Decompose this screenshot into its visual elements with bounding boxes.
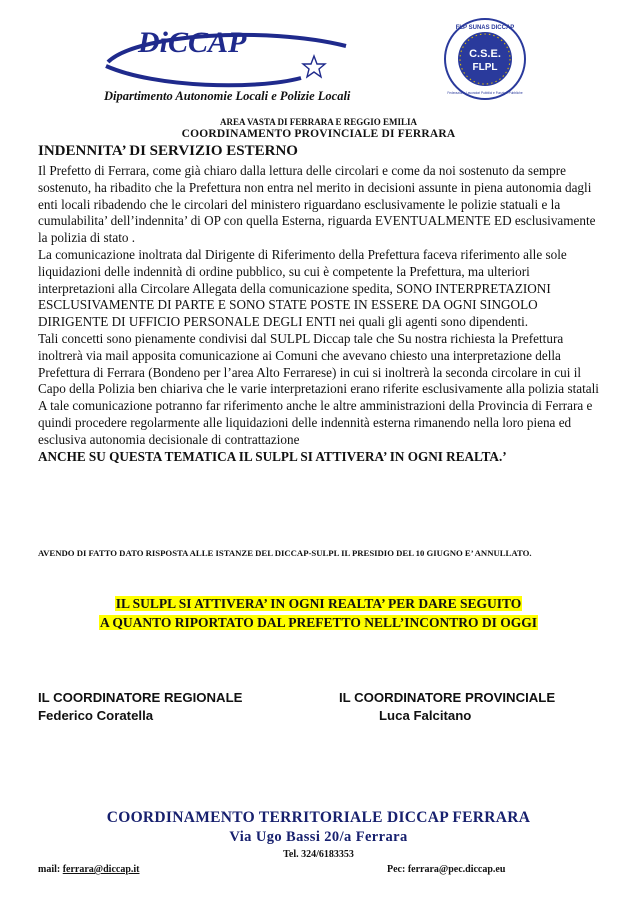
footer-pec bbox=[387, 864, 505, 875]
star-icon bbox=[303, 56, 325, 77]
department-name: Dipartimento Autonomie Locali e Polizie Locali bbox=[104, 89, 351, 103]
provincial-coordinator-role: IL COORDINATORE PROVINCIALE bbox=[339, 690, 556, 705]
seal-center-text-1: C.S.E. bbox=[469, 48, 501, 60]
provincial-coordinator-name: Luca Falcitano bbox=[379, 708, 472, 723]
footer-phone: Tel. 324/6183353 bbox=[283, 849, 354, 860]
cse-flpl-seal bbox=[443, 17, 527, 101]
body-paragraph-4: A tale comunicazione potranno far riferimento anche le altre amministrazioni della Provincia di Ferrara e quindi procedere regolarmente alle liquidazioni delle indennità esterna rimanendo nella loro piena ed esclusiva autonomia decisionale di contrattazione bbox=[38, 398, 593, 447]
footer-address: Via Ugo Bassi 20/a Ferrara bbox=[229, 829, 408, 845]
body-paragraph-1: Il Prefetto di Ferrara, come già chiaro dalla lettura delle circolari e come da noi sostenuto da sempre sostenuto, ha ribadito che la Prefettura non entra nel merito in decisioni assunte in piena autonomia dagli enti locali ribadendo che le circolari del ministero riguardano esclusivamente le polizie statuali e la cumulabilita’ dell’indennita’ di OP con quella Esterna, riguarda EVENTUALMENTE ED esclusivamente la polizia di stato . bbox=[38, 163, 596, 246]
body-paragraph-3: Tali concetti sono pienamente condivisi dal SULPL Diccap tale che Su nostra richiesta la Prefettura inoltrerà via mail apposita comunicazione ai Comuni che avevano chiesto una interpretazione della Prefettura di Ferrara (Bondeno per l’area Alto Ferrarese) in cui si inoltrerà la seconda circolare in cui il Capo della Polizia ben chiariva che le varie interpretazioni erano riferite esclusivamente alla polizia statali bbox=[38, 330, 599, 397]
logo-wordmark: DiCCAP bbox=[138, 26, 247, 59]
notice-text: AVENDO DI FATTO DATO RISPOSTA ALLE ISTANZE DEL DICCAP-SULPL IL PRESIDIO DEL 10 GIUGNO E’ ANNULLATO. bbox=[38, 548, 532, 558]
mail-label: mail: bbox=[38, 864, 61, 875]
highlight-block bbox=[0, 594, 637, 632]
regional-coordinator-name: Federico Coratella bbox=[38, 708, 154, 723]
pec-address: ferrara@pec.diccap.eu bbox=[407, 864, 506, 875]
mail-link[interactable]: ferrara@diccap.it bbox=[62, 864, 140, 875]
highlight-line-2: A QUANTO RIPORTATO DAL PREFETTO NELL’INCONTRO DI OGGI bbox=[100, 615, 537, 630]
footer-mail bbox=[38, 864, 140, 875]
seal-bottom-text: Federazione Lavoratori Pubblici e Funzioni Pubbliche bbox=[447, 91, 523, 95]
footer-title: COORDINAMENTO TERRITORIALE DICCAP FERRARA bbox=[106, 809, 531, 826]
seal-top-text: FLP SUNAS DICCAP bbox=[455, 25, 515, 31]
regional-coordinator-role: IL COORDINATORE REGIONALE bbox=[38, 690, 243, 705]
area-line: AREA VASTA DI FERRARA E REGGIO EMILIA bbox=[219, 117, 418, 127]
seal-center-text-2: FLPL bbox=[472, 62, 498, 73]
highlight-line-1: IL SULPL SI ATTIVERA’ IN OGNI REALTA’ PER DARE SEGUITO bbox=[115, 596, 522, 611]
body-paragraph-2: La comunicazione inoltrata dal Dirigente di Riferimento della Prefettura faceva riferimento alle sole liquidazioni delle indennità di ordine pubblico, su cui è competente la Prefettura, ma ulteriori interpretazioni alla Circolare Allegata della comunicazione spedita, SONO INTERPRETAZIONI ESCLUSIVAMENTE DI PARTE E SONO STATE POSTE IN ESSERE DA OGNI SINGOLO DIRIGENTE DI UFFICIO PERSONALE DEGLI ENTI nei quali gli agenti sono dipendenti. bbox=[38, 246, 567, 330]
coordination-line: COORDINAMENTO PROVINCIALE DI FERRARA bbox=[181, 128, 456, 140]
body-closing-line: ANCHE SU QUESTA TEMATICA IL SULPL SI ATTIVERA’ IN OGNI REALTA.’ bbox=[38, 448, 507, 464]
document-body bbox=[38, 163, 608, 465]
pec-label: Pec: bbox=[387, 864, 406, 875]
document-title: INDENNITA’ DI SERVIZIO ESTERNO bbox=[38, 143, 298, 159]
